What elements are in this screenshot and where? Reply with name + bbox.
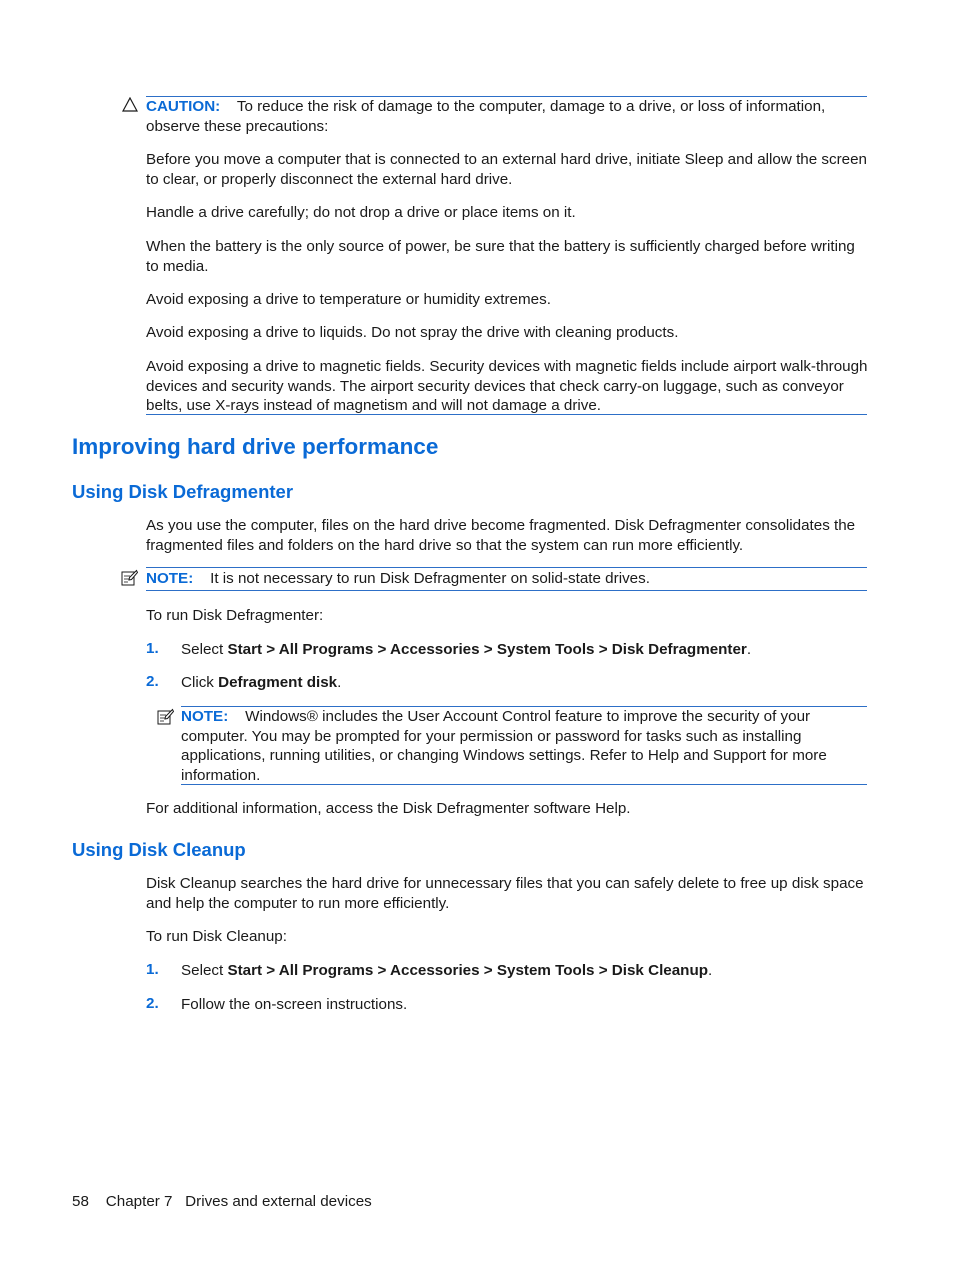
step-text: Select xyxy=(181,962,228,979)
caution-bottom-rule xyxy=(146,414,867,415)
cleanup-to-run: To run Disk Cleanup: xyxy=(146,928,287,945)
caution-item: Handle a drive carefully; do not drop a drive or place items on it. xyxy=(146,204,576,221)
caution-item: Avoid exposing a drive to magnetic fields. Security devices with magnetic fields include airport walk-through devices and security wands. The airport security devices that check carry-on luggage, such as conveyor belts, use X-rays instead of magnetism and will not damage a drive. xyxy=(146,358,868,414)
caution-intro-text: To reduce the risk of damage to the computer, damage to a drive, or loss of information, observe these precautions: xyxy=(146,98,826,135)
defrag-step-2 xyxy=(181,673,341,693)
defrag-to-run: To run Disk Defragmenter: xyxy=(146,607,324,624)
chapter-title: Drives and external devices xyxy=(185,1193,372,1210)
defrag-intro: As you use the computer, files on the hard drive become fragmented. Disk Defragmenter consolidates the fragmented files and folders on the hard drive so that the system can run more efficiently. xyxy=(146,517,856,554)
caution-item: Avoid exposing a drive to temperature or humidity extremes. xyxy=(146,291,551,308)
step-text: . xyxy=(708,962,713,979)
step-text: . xyxy=(746,641,752,658)
note-bottom-rule xyxy=(146,590,867,591)
caution-item: Before you move a computer that is connected to an external hard drive, initiate Sleep and allow the screen to clear, or properly disconnect the external hard drive. xyxy=(146,151,867,188)
note-pencil-icon xyxy=(157,708,174,725)
menu-path: Start > All Programs > Accessories > System Tools > Disk Defragmenter xyxy=(227,641,747,658)
defrag-step-1 xyxy=(181,640,751,660)
note-label: NOTE: xyxy=(181,708,229,725)
cleanup-intro: Disk Cleanup searches the hard drive for unnecessary files that you can safely delete to free up disk space and help the computer to run more efficiently. xyxy=(146,875,864,912)
caution-triangle-icon xyxy=(122,97,138,112)
step-number: 1. xyxy=(146,961,159,978)
note2-bottom-rule xyxy=(181,784,867,785)
note-text: Windows® includes the User Account Control feature to improve the security of your computer. You may be prompted for your permission or password for tasks such as installing applications, running utilities, or changing Windows settings. Refer to Help and Support for more information. xyxy=(181,708,827,784)
step-number: 2. xyxy=(146,673,159,690)
step-number: 2. xyxy=(146,995,159,1012)
page-number: 58 xyxy=(72,1193,89,1210)
caution-intro xyxy=(146,97,868,136)
chapter-number: Chapter 7 xyxy=(105,1193,173,1210)
defrag-heading: Using Disk Defragmenter xyxy=(72,481,294,502)
caution-label: CAUTION: xyxy=(146,98,221,115)
defrag-note xyxy=(146,569,868,589)
note-pencil-icon xyxy=(121,569,138,586)
step-text: . xyxy=(337,674,342,691)
button-name: Defragment disk xyxy=(218,674,338,691)
menu-path: Start > All Programs > Accessories > System Tools > Disk Cleanup xyxy=(227,962,709,979)
step-text: Select xyxy=(181,641,228,658)
note-label: NOTE: xyxy=(146,570,194,587)
step-number: 1. xyxy=(146,640,159,657)
cleanup-step-1 xyxy=(181,961,712,981)
caution-item: Avoid exposing a drive to liquids. Do not spray the drive with cleaning products. xyxy=(146,324,679,341)
cleanup-step-2: Follow the on-screen instructions. xyxy=(181,996,408,1013)
note-top-rule xyxy=(146,567,867,568)
step-text: Click xyxy=(181,674,219,691)
page-footer xyxy=(72,1193,372,1210)
defrag-additional: For additional information, access the Disk Defragmenter software Help. xyxy=(146,800,631,817)
note-text: It is not necessary to run Disk Defragmenter on solid-state drives. xyxy=(210,570,650,587)
defrag-note-2 xyxy=(181,707,869,785)
caution-item: When the battery is the only source of power, be sure that the battery is sufficiently charged before writing to media. xyxy=(146,238,855,275)
cleanup-heading: Using Disk Cleanup xyxy=(72,839,246,860)
section-title: Improving hard drive performance xyxy=(72,434,439,459)
